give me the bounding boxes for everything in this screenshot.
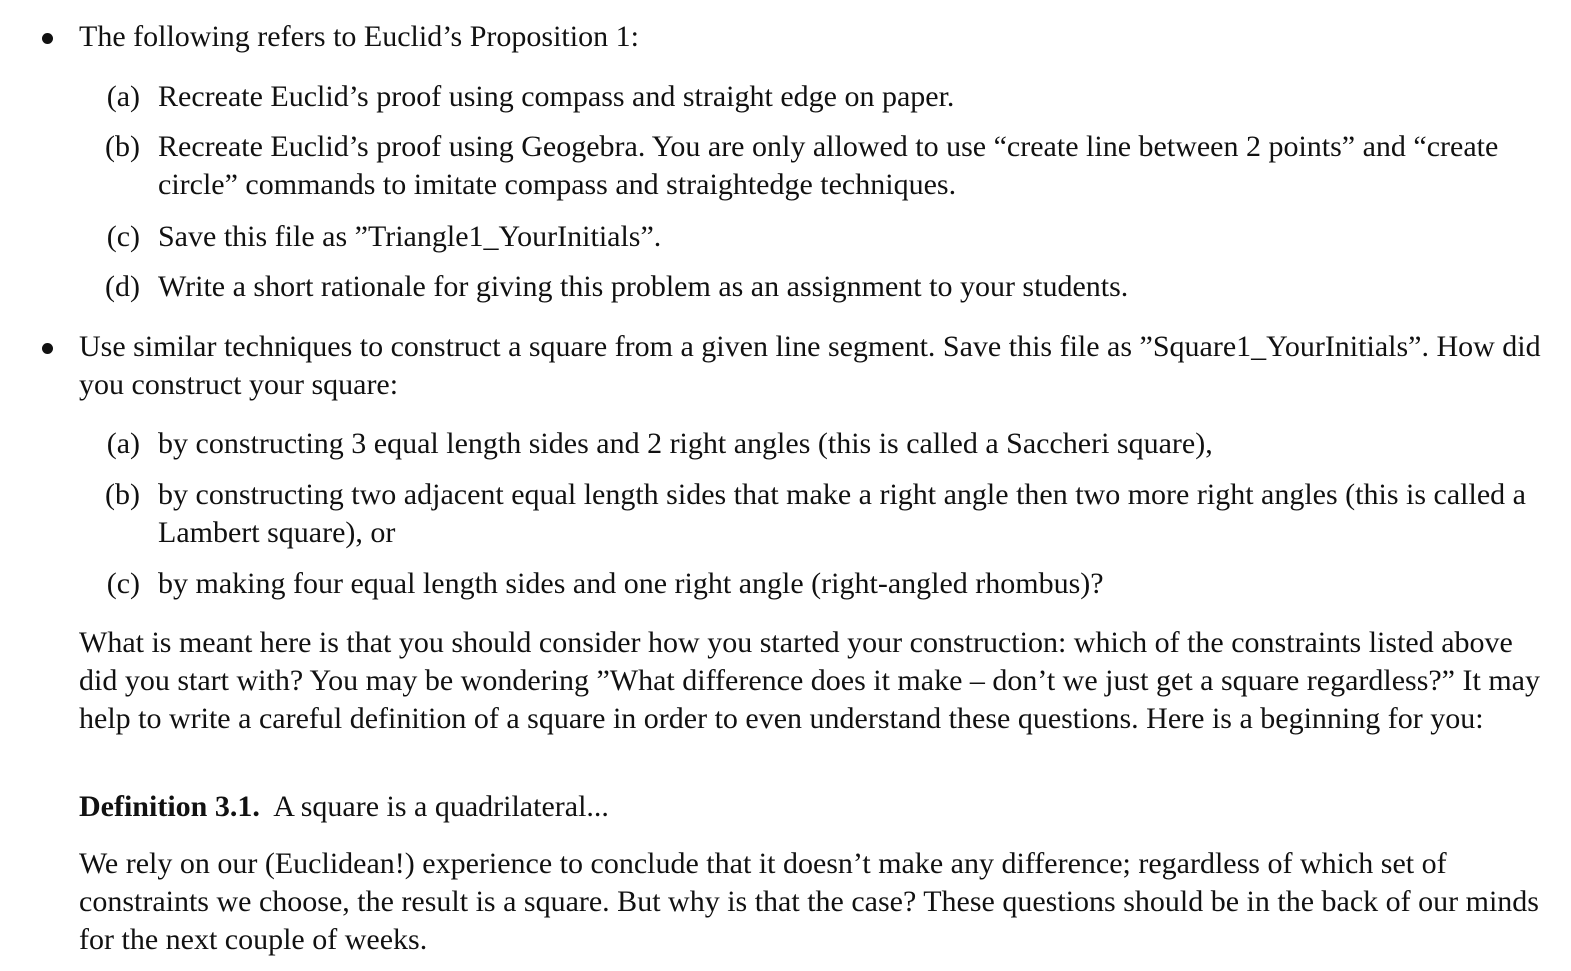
bullet-euclid-text: The following refers to Euclid’s Proposition 1: (79, 20, 639, 53)
list-item-text: by making four equal length sides and one right angle (right-angled rhombus)? (158, 567, 1104, 600)
definition (79, 788, 1549, 826)
definition-label: Definition 3.1. (79, 790, 260, 823)
list-item-label: (c) (106, 567, 140, 600)
bullet-square-text: Use similar techniques to construct a square from a given line segment. Save this file as ”Square1_YourInitials”. How did you construct your square: (79, 330, 1549, 401)
closing-paragraph: We rely on our (Euclidean!) experience to conclude that it doesn’t make any difference; regardless of which set of constraints we choose, the result is a square. But why is that the case? These questions should be in the back of our minds for the next couple of weeks. (79, 847, 1539, 956)
list-item-text: by constructing two adjacent equal length sides that make a right angle then two more right angles (this is called a Lambert square), or (158, 478, 1526, 549)
list-item-text: Save this file as ”Triangle1_YourInitials”. (158, 220, 662, 253)
explanation-paragraph: What is meant here is that you should consider how you started your construction: which of the constraints listed above did you start with? You may be wondering ”What difference does it make – don’t we just get a square regardless?” It may help to write a careful definition of a square in order to even understand these questions. Here is a beginning for you: (79, 626, 1540, 735)
list-item-label: (b) (105, 478, 140, 511)
bullet-point-icon (42, 343, 53, 354)
list-item-label: (b) (105, 130, 140, 163)
list-item-label: (a) (106, 80, 140, 113)
list-item-text: Recreate Euclid’s proof using Geogebra. You are only allowed to use “create line between 2 points” and “create circle” commands to imitate compass and straightedge techniques. (158, 130, 1499, 201)
list-item-label: (d) (105, 270, 140, 303)
list-item-text: Recreate Euclid’s proof using compass and straight edge on paper. (158, 80, 955, 113)
list-item-label: (a) (106, 427, 140, 460)
list-item-text: by constructing 3 equal length sides and 2 right angles (this is called a Saccheri square), (158, 427, 1213, 460)
bullet-point-icon (42, 33, 53, 44)
definition-text: A square is a quadrilateral... (273, 790, 609, 823)
list-item-label: (c) (106, 220, 140, 253)
list-item-text: Write a short rationale for giving this problem as an assignment to your students. (158, 270, 1129, 303)
